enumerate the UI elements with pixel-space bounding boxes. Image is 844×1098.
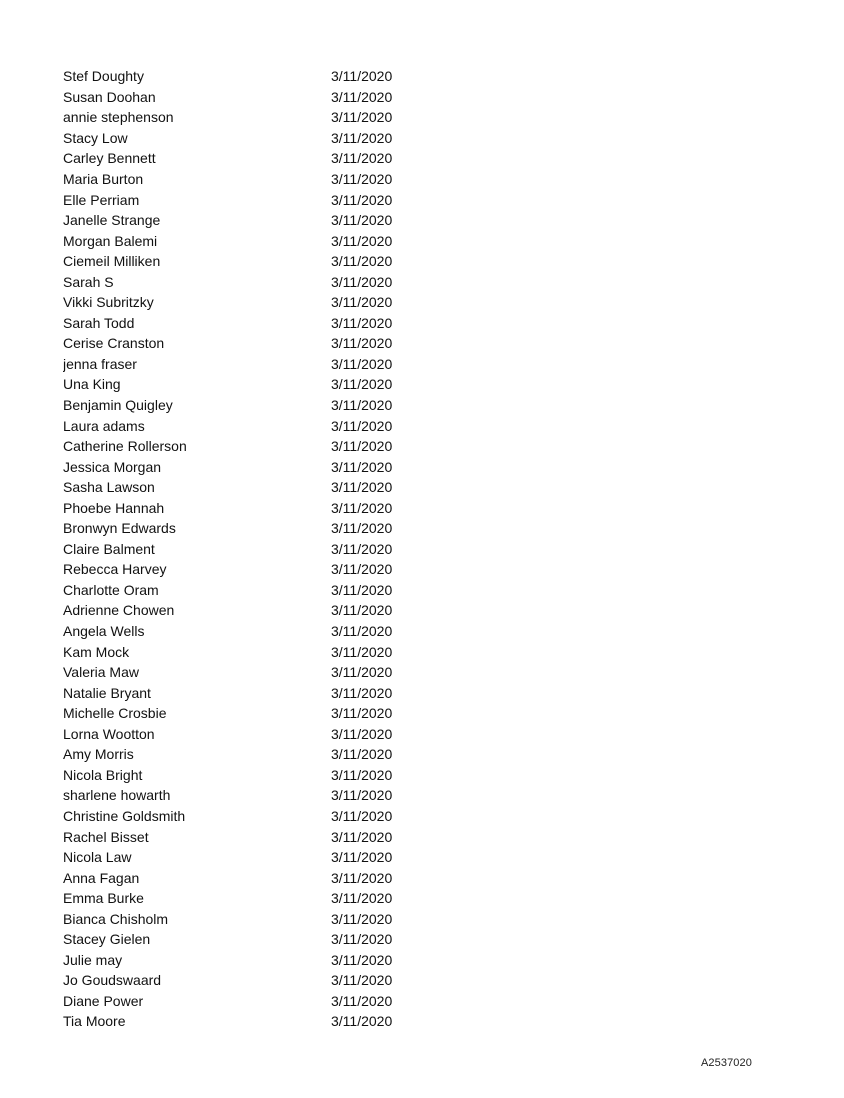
list-item: [63, 374, 483, 395]
entry-date: 3/11/2020: [331, 561, 393, 578]
person-name: Anna Fagan: [63, 869, 140, 886]
list-item: [63, 806, 483, 827]
entry-date: 3/11/2020: [331, 581, 393, 598]
entry-date: 3/11/2020: [331, 1013, 393, 1030]
list-item: [63, 415, 483, 436]
person-name: Catherine Rollerson: [63, 438, 187, 455]
person-name: Kam Mock: [63, 643, 130, 660]
list-item: [63, 292, 483, 313]
list-item: [63, 867, 483, 888]
entry-date: 3/11/2020: [331, 212, 393, 229]
entry-date: 3/11/2020: [331, 787, 393, 804]
entry-date: 3/11/2020: [331, 540, 393, 557]
entry-date: 3/11/2020: [331, 623, 393, 640]
person-name: Susan Doohan: [63, 88, 156, 105]
entry-date: 3/11/2020: [331, 643, 393, 660]
entry-date: 3/11/2020: [331, 397, 393, 414]
person-name: Phoebe Hannah: [63, 499, 165, 516]
person-name: Christine Goldsmith: [63, 807, 186, 824]
entry-date: 3/11/2020: [331, 828, 393, 845]
list-item: [63, 888, 483, 909]
entry-date: 3/11/2020: [331, 520, 393, 537]
entry-date: 3/11/2020: [331, 890, 393, 907]
person-name: Tia Moore: [63, 1013, 126, 1030]
entry-date: 3/11/2020: [331, 746, 393, 763]
entry-date: 3/11/2020: [331, 766, 393, 783]
person-name: Bianca Chisholm: [63, 910, 169, 927]
list-item: [63, 744, 483, 765]
entry-date: 3/11/2020: [331, 869, 393, 886]
person-name: Morgan Balemi: [63, 232, 158, 249]
entry-date: 3/11/2020: [331, 335, 393, 352]
list-item: [63, 107, 483, 128]
entry-date: 3/11/2020: [331, 664, 393, 681]
person-name: Charlotte Oram: [63, 581, 159, 598]
entry-date: 3/11/2020: [331, 992, 393, 1009]
list-item: [63, 703, 483, 724]
entry-date: 3/11/2020: [331, 931, 393, 948]
entry-date: 3/11/2020: [331, 376, 393, 393]
list-item: [63, 539, 483, 560]
person-name: Stef Doughty: [63, 68, 144, 85]
entry-date: 3/11/2020: [331, 273, 393, 290]
list-item: [63, 477, 483, 498]
person-name: Cerise Cranston: [63, 335, 165, 352]
list-item: [63, 641, 483, 662]
person-name: Vikki Subritzky: [63, 294, 154, 311]
list-item: [63, 436, 483, 457]
person-name: Jo Goudswaard: [63, 972, 162, 989]
entry-date: 3/11/2020: [331, 109, 393, 126]
entry-date: 3/11/2020: [331, 807, 393, 824]
person-name: Jessica Morgan: [63, 458, 162, 475]
list-item: [63, 333, 483, 354]
entry-date: 3/11/2020: [331, 684, 393, 701]
person-name: Amy Morris: [63, 746, 134, 763]
person-name: annie stephenson: [63, 109, 174, 126]
list-item: [63, 826, 483, 847]
person-name: Claire Balment: [63, 540, 155, 557]
list-item: [63, 271, 483, 292]
entry-date: 3/11/2020: [331, 253, 393, 270]
list-item: [63, 682, 483, 703]
person-name: Ciemeil Milliken: [63, 253, 161, 270]
person-name: Una King: [63, 376, 121, 393]
entry-date: 3/11/2020: [331, 150, 393, 167]
entry-date: 3/11/2020: [331, 191, 393, 208]
entry-date: 3/11/2020: [331, 458, 393, 475]
entry-date: 3/11/2020: [331, 88, 393, 105]
list-item: [63, 765, 483, 786]
signature-list: [63, 66, 483, 1032]
entry-date: 3/11/2020: [331, 232, 393, 249]
list-item: [63, 189, 483, 210]
list-item: [63, 230, 483, 251]
person-name: Bronwyn Edwards: [63, 520, 176, 537]
list-item: [63, 621, 483, 642]
person-name: Sarah S: [63, 273, 114, 290]
entry-date: 3/11/2020: [331, 438, 393, 455]
person-name: sharlene howarth: [63, 787, 171, 804]
list-item: [63, 313, 483, 334]
person-name: Rebecca Harvey: [63, 561, 167, 578]
person-name: Angela Wells: [63, 623, 145, 640]
entry-date: 3/11/2020: [331, 68, 393, 85]
list-item: [63, 518, 483, 539]
list-item: [63, 929, 483, 950]
entry-date: 3/11/2020: [331, 951, 393, 968]
list-item: [63, 497, 483, 518]
person-name: Natalie Bryant: [63, 684, 151, 701]
person-name: Rachel Bisset: [63, 828, 149, 845]
entry-date: 3/11/2020: [331, 725, 393, 742]
entry-date: 3/11/2020: [331, 171, 393, 187]
person-name: Laura adams: [63, 417, 145, 434]
list-item: [63, 1011, 483, 1032]
person-name: Maria Burton: [63, 171, 144, 187]
person-name: Lorna Wootton: [63, 725, 155, 742]
person-name: Nicola Law: [63, 849, 132, 866]
person-name: Michelle Crosbie: [63, 705, 167, 722]
list-item: [63, 128, 483, 149]
person-name: Adrienne Chowen: [63, 602, 175, 619]
person-name: Carley Bennett: [63, 150, 156, 167]
entry-date: 3/11/2020: [331, 499, 393, 516]
list-item: [63, 662, 483, 683]
list-item: [63, 87, 483, 108]
list-item: [63, 148, 483, 169]
list-item: [63, 580, 483, 601]
person-name: Nicola Bright: [63, 766, 143, 783]
entry-date: 3/11/2020: [331, 314, 393, 331]
list-item: [63, 210, 483, 231]
person-name: Janelle Strange: [63, 212, 161, 229]
person-name: Valeria Maw: [63, 664, 139, 681]
entry-date: 3/11/2020: [331, 479, 393, 496]
list-item: [63, 950, 483, 971]
list-item: [63, 908, 483, 929]
list-item: [63, 251, 483, 272]
entry-date: 3/11/2020: [331, 294, 393, 311]
list-item: [63, 600, 483, 621]
list-item: [63, 847, 483, 868]
person-name: Elle Perriam: [63, 191, 140, 208]
entry-date: 3/11/2020: [331, 417, 393, 434]
person-name: Stacy Low: [63, 129, 128, 146]
entry-date: 3/11/2020: [331, 129, 393, 146]
person-name: Sasha Lawson: [63, 479, 155, 496]
list-item: [63, 354, 483, 375]
person-name: jenna fraser: [63, 355, 137, 372]
list-item: [63, 970, 483, 991]
entry-date: 3/11/2020: [331, 910, 393, 927]
person-name: Sarah Todd: [63, 314, 135, 331]
list-item: [63, 559, 483, 580]
list-item: [63, 169, 483, 190]
entry-date: 3/11/2020: [331, 602, 393, 619]
list-item: [63, 395, 483, 416]
person-name: Diane Power: [63, 992, 144, 1009]
person-name: Julie may: [63, 951, 123, 968]
list-item: [63, 785, 483, 806]
list-item: [63, 66, 483, 87]
list-item: [63, 991, 483, 1012]
document-id: A2537020: [701, 1057, 752, 1069]
entry-date: 3/11/2020: [331, 705, 393, 722]
list-item: [63, 724, 483, 745]
person-name: Stacey Gielen: [63, 931, 151, 948]
person-name: Benjamin Quigley: [63, 397, 173, 414]
entry-date: 3/11/2020: [331, 849, 393, 866]
entry-date: 3/11/2020: [331, 355, 393, 372]
list-item: [63, 456, 483, 477]
person-name: Emma Burke: [63, 890, 144, 907]
entry-date: 3/11/2020: [331, 972, 393, 989]
